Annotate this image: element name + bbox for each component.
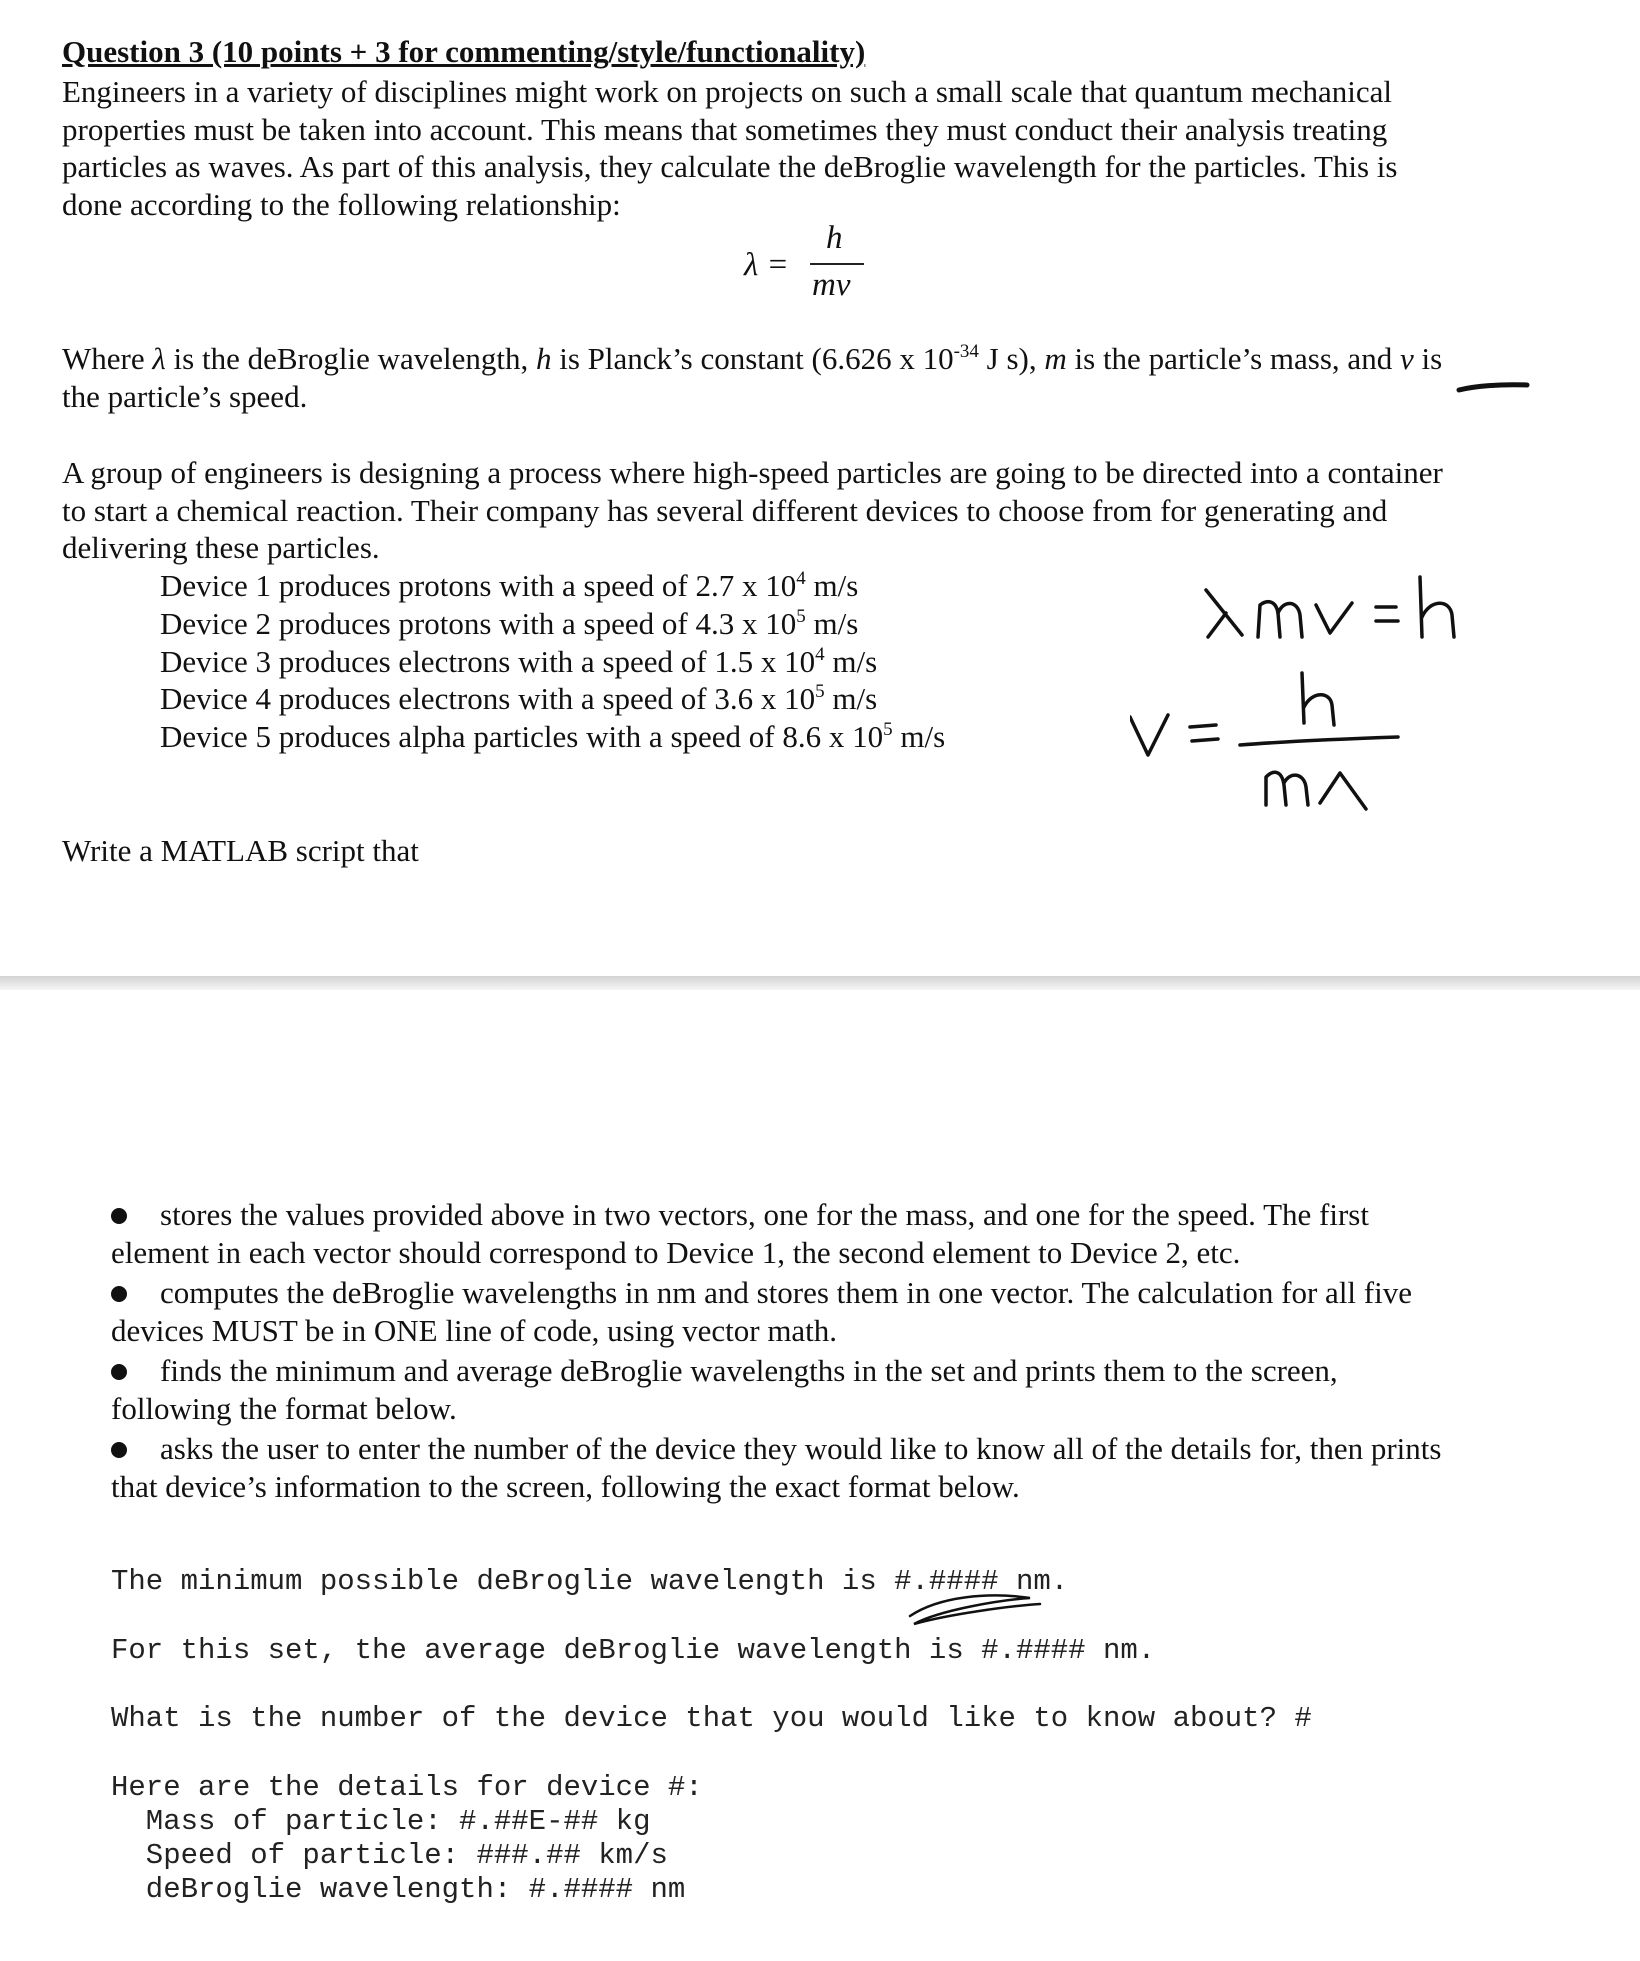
fraction-bar [810, 263, 864, 265]
handwritten-notes [1130, 555, 1570, 835]
device-item: Device 5 produces alpha particles with a speed of 8.6 x $10^5$ m/s [160, 719, 946, 755]
debroglie-equation [740, 222, 880, 302]
ink-mark [1455, 376, 1535, 398]
group-line: to start a chemical reaction. Their company has several different devices to choose from for generating and [62, 492, 1388, 528]
bullet-dot [111, 1364, 127, 1380]
equation-numerator: h [826, 220, 843, 256]
bullet-item: asks the user to enter the number of the device they would like to know all of the details for, then prints that device’s information to the screen, following the exact format below. [111, 1431, 1442, 1504]
output-ask-line: What is the number of the device that you would like to know about? # [111, 1702, 1312, 1735]
output-speed-line: Speed of particle: ###.## km/s [111, 1839, 668, 1872]
where-paragraph [62, 340, 1562, 415]
device-item: Device 3 produces electrons with a speed of 1.5 x $10^4$ m/s [160, 643, 878, 679]
equation-lhs: λ = [744, 247, 789, 283]
bullet-item: stores the values provided above in two vectors, one for the mass, and one for the speed. The first element in each vector should correspond to Device 1, the second element to Device 2, etc. [111, 1197, 1369, 1270]
output-avg-line: For this set, the average deBroglie wavelength is #.#### nm. [111, 1634, 1156, 1667]
bullet-dot [111, 1442, 127, 1458]
page-divider [0, 976, 1640, 990]
output-mass-line: Mass of particle: #.##E-## kg [111, 1805, 651, 1838]
question-title: Question 3 (10 points + 3 for commenting/style/functionality) [62, 34, 866, 69]
intro-line: done according to the following relationship: [62, 186, 621, 222]
bullet-item: finds the minimum and average deBroglie wavelengths in the set and prints them to the screen, following the format below. [111, 1353, 1338, 1426]
intro-line: properties must be taken into account. This means that sometimes they must conduct their analysis treating [62, 111, 1388, 147]
where-line-2: the particle’s speed. [62, 378, 308, 414]
output-wave-line: deBroglie wavelength: #.#### nm [111, 1873, 686, 1906]
intro-paragraph [62, 73, 1562, 223]
device-list [160, 567, 945, 756]
group-paragraph [62, 454, 1562, 567]
bullet-item: computes the deBroglie wavelengths in nm and stores them in one vector. The calculation for all five devices MUST be in ONE line of code, using vector math. [111, 1275, 1412, 1348]
equation-denominator: mv [812, 267, 851, 303]
group-line: delivering these particles. [62, 530, 380, 565]
group-line: A group of engineers is designing a process where high-speed particles are going to be directed into a container [62, 455, 1443, 490]
bullet-dot [111, 1208, 127, 1224]
output-details-header: Here are the details for device #: [111, 1771, 703, 1804]
intro-line: Engineers in a variety of disciplines might work on projects on such a small scale that quantum mechanical [62, 74, 1393, 109]
device-item: Device 2 produces protons with a speed of 4.3 x $10^5$ m/s [160, 605, 859, 641]
where-line-1: Where λ is the deBroglie wavelength, h is Planck’s constant (6.626 x $10^{-34}$ J s), m is the particle’s mass, and v is [62, 341, 1443, 376]
device-item: Device 1 produces protons with a speed of 2.7 x $10^4$ m/s [160, 568, 859, 603]
ink-scribble [900, 1590, 1050, 1630]
write-line: Write a MATLAB script that [62, 833, 419, 868]
device-item: Device 4 produces electrons with a speed of 3.6 x $10^5$ m/s [160, 681, 878, 717]
intro-line: particles as waves. As part of this analysis, they calculate the deBroglie wavelength for the particles. This is [62, 149, 1398, 184]
bullet-dot [111, 1286, 127, 1302]
output-min-line: The minimum possible deBroglie wavelength is #.#### nm. [111, 1565, 1069, 1598]
